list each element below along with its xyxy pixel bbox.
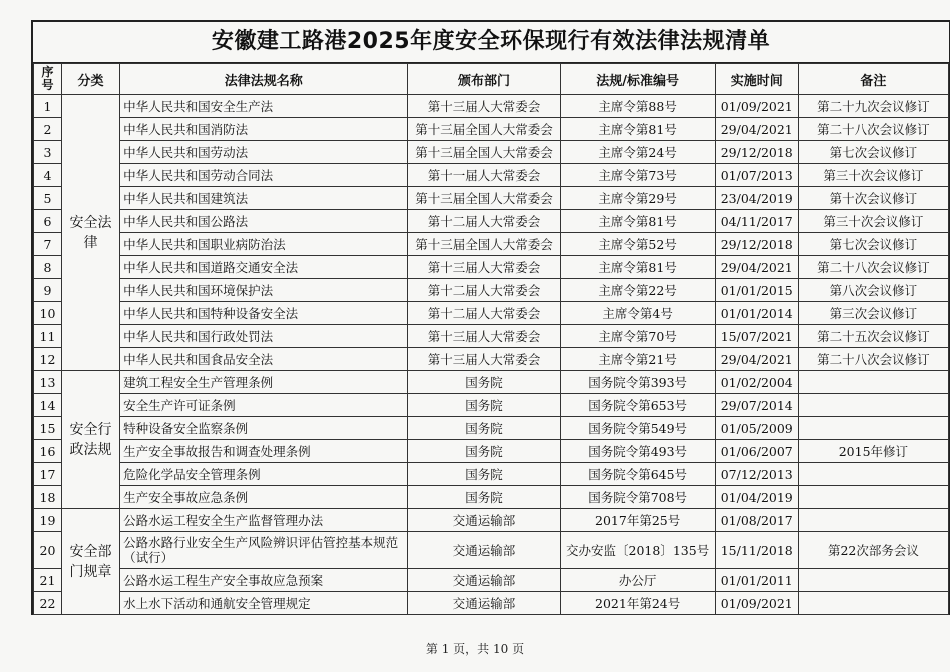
category-cell: 安全法律	[62, 95, 120, 371]
row-code: 主席令第21号	[560, 348, 715, 371]
row-note	[798, 463, 948, 486]
row-name: 中华人民共和国消防法	[120, 118, 408, 141]
row-date: 01/07/2013	[715, 164, 798, 187]
row-name: 中华人民共和国安全生产法	[120, 95, 408, 118]
row-date: 15/11/2018	[715, 532, 798, 569]
row-code: 办公厅	[560, 569, 715, 592]
row-note: 第二十八次会议修订	[798, 118, 948, 141]
row-issuer: 第十一届人大常委会	[408, 164, 560, 187]
row-name: 生产安全事故报告和调查处理条例	[120, 440, 408, 463]
table-row	[34, 325, 949, 348]
row-code: 主席令第52号	[560, 233, 715, 256]
row-note	[798, 509, 948, 532]
row-code: 国务院令第493号	[560, 440, 715, 463]
row-date: 01/04/2019	[715, 486, 798, 509]
row-issuer: 国务院	[408, 463, 560, 486]
row-seq: 6	[34, 210, 62, 233]
row-seq: 10	[34, 302, 62, 325]
row-date: 07/12/2013	[715, 463, 798, 486]
row-seq: 13	[34, 371, 62, 394]
row-date: 01/06/2007	[715, 440, 798, 463]
row-note	[798, 371, 948, 394]
table-row	[34, 394, 949, 417]
category-cell: 安全行政法规	[62, 371, 120, 509]
row-seq: 22	[34, 592, 62, 615]
row-date: 01/01/2015	[715, 279, 798, 302]
row-issuer: 第十三届人大常委会	[408, 348, 560, 371]
row-issuer: 交通运输部	[408, 569, 560, 592]
row-note: 第三十次会议修订	[798, 210, 948, 233]
header-date: 实施时间	[715, 64, 798, 95]
row-code: 国务院令第393号	[560, 371, 715, 394]
row-code: 国务院令第549号	[560, 417, 715, 440]
row-code: 主席令第22号	[560, 279, 715, 302]
row-code: 交办安监〔2018〕135号	[560, 532, 715, 569]
table-row	[34, 592, 949, 615]
header-code: 法规/标准编号	[560, 64, 715, 95]
row-name: 中华人民共和国环境保护法	[120, 279, 408, 302]
row-note	[798, 417, 948, 440]
table-row	[34, 486, 949, 509]
regulations-table	[33, 63, 949, 615]
row-seq: 21	[34, 569, 62, 592]
row-code: 主席令第81号	[560, 210, 715, 233]
row-date: 29/04/2021	[715, 118, 798, 141]
header-name: 法律法规名称	[120, 64, 408, 95]
table-row	[34, 348, 949, 371]
row-name: 特种设备安全监察条例	[120, 417, 408, 440]
table-row	[34, 187, 949, 210]
row-note	[798, 486, 948, 509]
row-issuer: 第十二届人大常委会	[408, 210, 560, 233]
table-row	[34, 463, 949, 486]
row-seq: 7	[34, 233, 62, 256]
row-note: 第三十次会议修订	[798, 164, 948, 187]
row-note: 第三次会议修订	[798, 302, 948, 325]
table-row	[34, 95, 949, 118]
row-code: 国务院令第653号	[560, 394, 715, 417]
row-issuer: 第十二届人大常委会	[408, 279, 560, 302]
category-cell: 安全部门规章	[62, 509, 120, 615]
row-name: 建筑工程安全生产管理条例	[120, 371, 408, 394]
row-issuer: 第十三届全国人大常委会	[408, 141, 560, 164]
table-body	[34, 95, 949, 615]
row-issuer: 国务院	[408, 371, 560, 394]
row-code: 主席令第4号	[560, 302, 715, 325]
row-note: 第22次部务会议	[798, 532, 948, 569]
row-issuer: 国务院	[408, 394, 560, 417]
table-row	[34, 532, 949, 569]
row-name: 公路水运工程生产安全事故应急预案	[120, 569, 408, 592]
header-seq: 序号	[34, 64, 62, 95]
header-category: 分类	[62, 64, 120, 95]
row-seq: 16	[34, 440, 62, 463]
row-issuer: 第十三届人大常委会	[408, 95, 560, 118]
row-note: 2015年修订	[798, 440, 948, 463]
row-date: 29/12/2018	[715, 141, 798, 164]
row-date: 01/01/2014	[715, 302, 798, 325]
row-seq: 12	[34, 348, 62, 371]
row-date: 01/09/2021	[715, 95, 798, 118]
row-name: 公路水运工程安全生产监督管理办法	[120, 509, 408, 532]
row-name: 中华人民共和国职业病防治法	[120, 233, 408, 256]
row-seq: 2	[34, 118, 62, 141]
row-note: 第二十九次会议修订	[798, 95, 948, 118]
row-seq: 17	[34, 463, 62, 486]
row-code: 主席令第70号	[560, 325, 715, 348]
row-note: 第七次会议修订	[798, 233, 948, 256]
row-note: 第二十八次会议修订	[798, 256, 948, 279]
table-row	[34, 141, 949, 164]
row-name: 公路水路行业安全生产风险辨识评估管控基本规范（试行）	[120, 532, 408, 569]
row-code: 主席令第73号	[560, 164, 715, 187]
row-seq: 19	[34, 509, 62, 532]
header-note: 备注	[798, 64, 948, 95]
row-name: 危险化学品安全管理条例	[120, 463, 408, 486]
row-name: 中华人民共和国道路交通安全法	[120, 256, 408, 279]
row-date: 01/01/2011	[715, 569, 798, 592]
row-code: 主席令第29号	[560, 187, 715, 210]
row-date: 04/11/2017	[715, 210, 798, 233]
row-date: 29/04/2021	[715, 348, 798, 371]
row-name: 水上水下活动和通航安全管理规定	[120, 592, 408, 615]
table-row	[34, 256, 949, 279]
row-code: 2017年第25号	[560, 509, 715, 532]
row-seq: 11	[34, 325, 62, 348]
table-row	[34, 164, 949, 187]
row-note: 第二十八次会议修订	[798, 348, 948, 371]
row-name: 中华人民共和国行政处罚法	[120, 325, 408, 348]
table-row	[34, 509, 949, 532]
table-row	[34, 371, 949, 394]
row-issuer: 第十二届人大常委会	[408, 302, 560, 325]
row-note: 第十次会议修订	[798, 187, 948, 210]
row-seq: 5	[34, 187, 62, 210]
row-issuer: 交通运输部	[408, 509, 560, 532]
row-issuer: 第十三届人大常委会	[408, 256, 560, 279]
row-seq: 15	[34, 417, 62, 440]
row-code: 主席令第88号	[560, 95, 715, 118]
row-issuer: 交通运输部	[408, 592, 560, 615]
row-note: 第八次会议修订	[798, 279, 948, 302]
regulation-sheet	[31, 20, 950, 615]
row-issuer: 第十三届全国人大常委会	[408, 187, 560, 210]
row-code: 主席令第81号	[560, 256, 715, 279]
row-seq: 4	[34, 164, 62, 187]
row-date: 01/05/2009	[715, 417, 798, 440]
row-date: 23/04/2019	[715, 187, 798, 210]
row-name: 中华人民共和国特种设备安全法	[120, 302, 408, 325]
row-seq: 14	[34, 394, 62, 417]
row-date: 01/02/2004	[715, 371, 798, 394]
row-name: 中华人民共和国劳动法	[120, 141, 408, 164]
row-issuer: 第十三届全国人大常委会	[408, 118, 560, 141]
row-name: 中华人民共和国劳动合同法	[120, 164, 408, 187]
row-name: 安全生产许可证条例	[120, 394, 408, 417]
table-row	[34, 302, 949, 325]
row-code: 国务院令第708号	[560, 486, 715, 509]
row-code: 2021年第24号	[560, 592, 715, 615]
row-issuer: 第十三届全国人大常委会	[408, 233, 560, 256]
table-row	[34, 118, 949, 141]
document-title: 安徽建工路港2025年度安全环保现行有效法律法规清单	[33, 22, 949, 63]
row-note: 第七次会议修订	[798, 141, 948, 164]
row-note	[798, 592, 948, 615]
row-date: 29/07/2014	[715, 394, 798, 417]
table-row	[34, 417, 949, 440]
page-footer: 第 1 页，共 10 页	[425, 642, 525, 656]
row-date: 01/08/2017	[715, 509, 798, 532]
row-date: 29/04/2021	[715, 256, 798, 279]
row-seq: 9	[34, 279, 62, 302]
row-issuer: 国务院	[408, 486, 560, 509]
table-row	[34, 279, 949, 302]
table-row	[34, 440, 949, 463]
row-note: 第二十五次会议修订	[798, 325, 948, 348]
row-issuer: 第十三届人大常委会	[408, 325, 560, 348]
row-seq: 1	[34, 95, 62, 118]
row-issuer: 国务院	[408, 417, 560, 440]
row-seq: 8	[34, 256, 62, 279]
row-note	[798, 394, 948, 417]
row-date: 01/09/2021	[715, 592, 798, 615]
table-row	[34, 233, 949, 256]
row-seq: 3	[34, 141, 62, 164]
row-date: 15/07/2021	[715, 325, 798, 348]
row-code: 主席令第81号	[560, 118, 715, 141]
table-row	[34, 569, 949, 592]
row-name: 中华人民共和国公路法	[120, 210, 408, 233]
row-issuer: 交通运输部	[408, 532, 560, 569]
row-name: 生产安全事故应急条例	[120, 486, 408, 509]
table-header-row	[34, 64, 949, 95]
header-issuer: 颁布部门	[408, 64, 560, 95]
table-row	[34, 210, 949, 233]
row-date: 29/12/2018	[715, 233, 798, 256]
row-seq: 20	[34, 532, 62, 569]
row-name: 中华人民共和国建筑法	[120, 187, 408, 210]
row-code: 国务院令第645号	[560, 463, 715, 486]
row-issuer: 国务院	[408, 440, 560, 463]
row-name: 中华人民共和国食品安全法	[120, 348, 408, 371]
row-note	[798, 569, 948, 592]
row-seq: 18	[34, 486, 62, 509]
row-code: 主席令第24号	[560, 141, 715, 164]
